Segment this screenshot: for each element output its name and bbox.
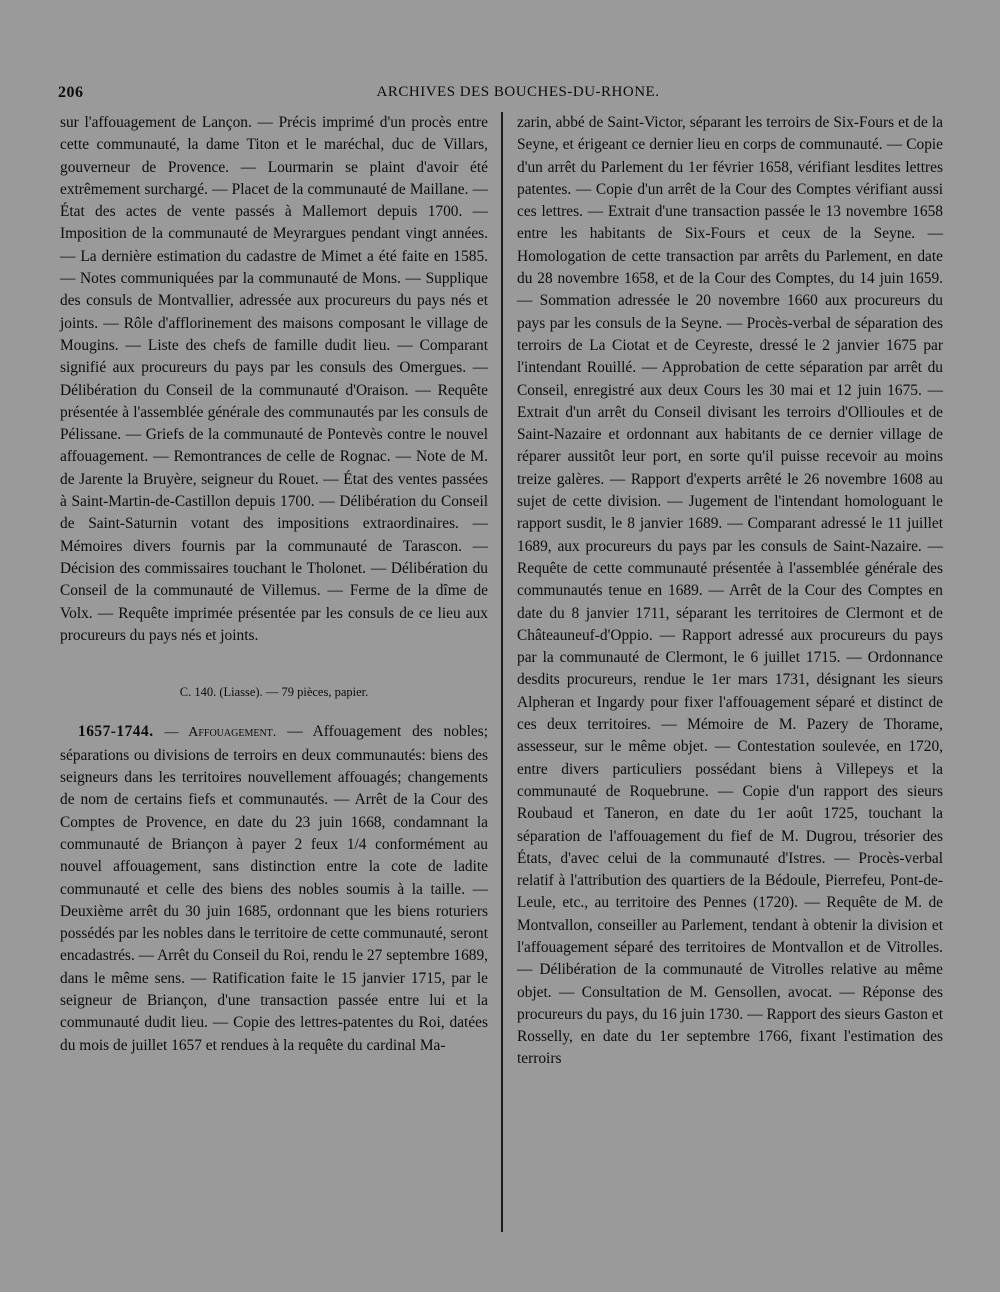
entry-paragraph <box>60 721 488 1056</box>
right-column <box>517 112 943 1071</box>
entry-title: — Affouagement. <box>164 725 277 741</box>
entry-date: 1657-1744. <box>78 723 154 741</box>
left-paragraph-2: — Affouagement des nobles; séparations ou divisions de terroirs en deux communautés: biens des seigneurs dans les territoires nouvellement affouagés; changements de nom de certains fiefs et communautés. — Arrêt de la Cour des Comptes de Provence, en date du 23 juin 1668, condamnant la communauté de Briançon à payer 2 feux 1/4 conformément au nouvel affouagement, sans distinction entre la cote de ladite communauté et celle des biens des nobles soumis à la taille. — Deuxième arrêt du 30 juin 1685, ordonnant que les biens roturiers possédés par les nobles dans le territoire de cette communauté, seront encadastrés. — Arrêt du Conseil du Roi, rendu le 27 septembre 1689, dans le même sens. — Ratification faite le 15 janvier 1715, par le seigneur de Briançon, d'une transaction passée entre lui et la communauté dudit lieu. — Copie des lettres-patentes du Roi, datées du mois de juillet 1657 et rendues à la requête du cardinal Ma- <box>60 723 489 1054</box>
left-paragraph-1: sur l'affouagement de Lançon. — Précis imprimé d'un procès entre cette communauté, la dame Titon et le maréchal, duc de Villars, gouverneur de Provence. — Lourmarin se plaint d'avoir été extrêmement surchargé. — Placet de la communauté de Maillane. — État des actes de vente passés à Mallemort depuis 1700. — Imposition de la communauté de Meyrargues pendant vingt années. — La dernière estimation du cadastre de Mimet a été faite en 1585. — Notes communiquées par la communauté de Mons. — Supplique des consuls de Montvallier, adressée aux procureurs du pays nés et joints. — Rôle d'afflorinement des maisons composant le village de Mougins. — Liste des chefs de famille dudit lieu. — Comparant signifié aux procureurs du pays par les consuls des Omergues. — Délibération du Conseil de la communauté d'Oraison. — Requête présentée à l'assemblée générale des communautés par les consuls de Pélissane. — Griefs de la communauté de Pontevès contre le nouvel affouagement. — Remontrances de celle de Rognac. — Note de M. de Jarente la Bruyère, seigneur du Rouet. — État des ventes passées à Saint-Martin-de-Castillon depuis 1700. — Délibération du Conseil de Saint-Saturnin votant des impositions extraordinaires. — Mémoires divers fournis par la communauté de Tarascon. — Décision des commissaires touchant le Tholonet. — Délibération du Conseil de la communauté de Villemus. — Ferme de la dîme de Volx. — Requête imprimée présentée par les consuls de ce lieu aux procureurs du pays nés et joints. <box>60 114 488 644</box>
page-number: 206 <box>58 84 84 101</box>
column-divider <box>501 112 503 1232</box>
archive-note: C. 140. (Liasse). — 79 pièces, papier. <box>179 685 369 700</box>
left-column <box>60 112 488 1057</box>
right-paragraph-1: zarin, abbé de Saint-Victor, séparant les terroirs de Six-Fours et de la Seyne, et érigeant ce dernier lieu en corps de communauté. — Copie d'un arrêt du Parlement du 1er février 1658, vérifiant lesdites lettres patentes. — Copie d'un arrêt de la Cour des Comptes vérifiant aussi ces lettres. — Extrait d'une transaction passée le 13 novembre 1658 entre les habitants de Six-Fours et ceux de la Seyne. — Homologation de cette transaction par arrêts du Parlement, en date du 28 novembre 1658, et de la Cour des Comptes, du 14 juin 1659. — Sommation adressée le 20 novembre 1660 aux procureurs du pays par les consuls de la Seyne. — Procès-verbal de séparation des terroirs de La Ciotat et de Ceyreste, dressé le 2 janvier 1675 par l'intendant Rouillé. — Approbation de cette séparation par arrêt du Conseil, enregistré aux deux Cours les 30 mai et 12 juin 1675. — Extrait d'un arrêt du Conseil divisant les terroirs d'Ollioules et de Saint-Nazaire et ordonnant aux habitants de ce dernier village de réparer aussitôt leur port, en sorte qu'il puisse recevoir au moins treize galères. — Rapport d'experts arrêté le 26 novembre 1608 au sujet de cette division. — Jugement de l'intendant homologuant le rapport susdit, le 8 janvier 1689. — Comparant adressé le 11 juillet 1689, aux procureurs du pays par les consuls de Saint-Nazaire. — Requête de cette communauté présentée à l'assemblée générale des communautés tenue en 1689. — Arrêt de la Cour des Comptes en date du 8 janvier 1711, séparant les territoires de Clermont et de Châteauneuf-d'Oppio. — Rapport adressé aux procureurs du pays par la communauté de Clermont, le 6 juillet 1715. — Ordonnance desdits procureurs, rendue le 1er mars 1731, désignant les sieurs Alpheran et Ingardy pour fixer l'affouagement séparé et distinct de ces deux territoires. — Mémoire de M. Pazery de Thorame, assesseur, sur le même objet. — Contestation soulevée, en 1720, entre divers particuliers possédant biens à Villepeys et la communauté de Roquebrune. — Copie d'un rapport des sieurs Roubaud et Taneron, en date du 1er août 1725, touchant la séparation de l'affouagement du fief de M. Dugrou, trésorier des États, d'avec celui de la communauté d'Istres. — Procès-verbal relatif à l'attribution des quartiers de la Bédoule, Pierrefeu, Pont-de-Leule, etc., au territoire des Pennes (1720). — Requête de M. de Montvallon, conseiller au Parlement, tendant à obtenir la division et l'affouagement séparé des territoires de Montvallon et de Vitrolles. — Délibération de la communauté de Vitrolles relative au même objet. — Consultation de M. Gensollen, avocat. — Réponse des procureurs du pays, du 16 juin 1730. — Rapport des sieurs Gaston et Rosselly, en date du 1er septembre 1766, fixant l'estimation des terroirs <box>517 114 943 1068</box>
running-head: ARCHIVES DES BOUCHES-DU-RHONE. <box>376 84 660 100</box>
page-header <box>58 84 938 106</box>
